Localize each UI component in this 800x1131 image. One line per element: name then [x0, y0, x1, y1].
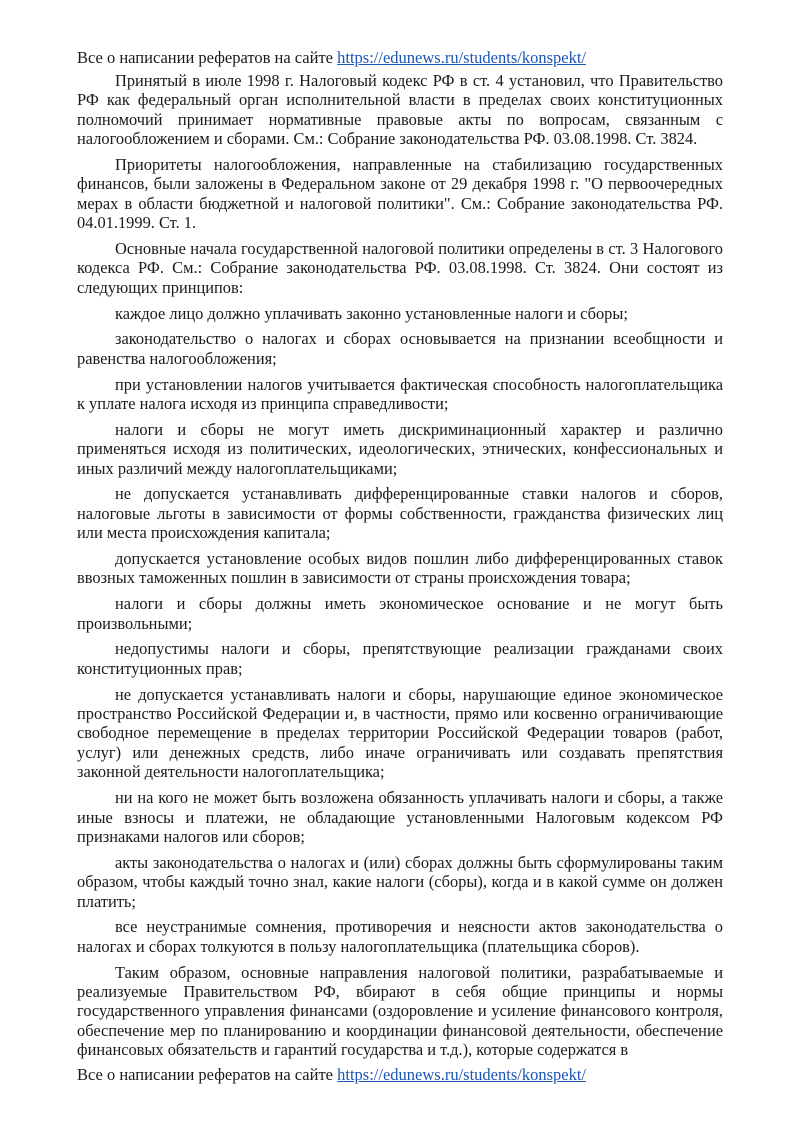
principle-item: допускается установление особых видов пошлин либо дифференцированных ставок ввозных таможенных пошлин в зависимости от страны происхождения товара;: [77, 549, 723, 588]
principle-item: все неустранимые сомнения, противоречия и неясности актов законодательства о налогах и сборах толкуются в пользу налогоплательщика (плательщика сборов).: [77, 917, 723, 956]
document-body: [77, 71, 723, 1060]
paragraph: Приоритеты налогообложения, направленные на стабилизацию государственных финансов, были заложены в Федеральном законе от 29 декабря 1998 г. "О первоочередных мерах в области бюджетной и налоговой политики". См.: Собрание законодательства РФ. 04.01.1999. Ст. 1.: [77, 155, 723, 233]
principle-item: акты законодательства о налогах и (или) сборах должны быть сформулированы таким образом, чтобы каждый точно знал, какие налоги (сборы), когда и в какой сумме он должен платить;: [77, 852, 723, 911]
principle-item: налоги и сборы не могут иметь дискриминационный характер и различно применяться исходя из политических, идеологических, этнических, конфессиональных и иных различий между налогоплательщиками;: [77, 419, 723, 478]
principle-item: при установлении налогов учитывается фактическая способность налогоплательщика к уплате налога исходя из принципа справедливости;: [77, 374, 723, 414]
paragraph: Основные начала государственной налоговой политики определены в ст. 3 Налогового кодекса РФ. См.: Собрание законодательства РФ. 03.08.1998. Ст. 3824. Они состоят из следующих принципов:: [77, 239, 723, 297]
paragraph: Принятый в июле 1998 г. Налоговый кодекс РФ в ст. 4 установил, что Правительство РФ как федеральный орган исполнительной власти в пределах своих конституционных полномочий принимает нормативные правовые акты по вопросам, связанным с налогообложением и сборами. См.: Собрание законодательства РФ. 03.08.1998. Ст. 3824.: [77, 71, 723, 149]
footer-link[interactable]: https://edunews.ru/students/konspekt/: [337, 1065, 586, 1084]
header-prefix: Все о написании рефератов на сайте: [77, 48, 338, 67]
header-link[interactable]: https://edunews.ru/students/konspekt/: [337, 48, 586, 67]
principle-item: не допускается устанавливать налоги и сборы, нарушающие единое экономическое пространство Российской Федерации и, в частности, прямо или косвенно ограничивающие свободное перемещение в пределах территории Российской Федерации товаров (работ, услуг) или денежных средств, либо иначе ограничивать или создавать препятствия законной деятельности налогоплательщика;: [77, 684, 723, 782]
principle-item: налоги и сборы должны иметь экономическое основание и не могут быть произвольными;: [77, 594, 723, 633]
paragraph: Таким образом, основные направления налоговой политики, разрабатываемые и реализуемые Правительством РФ, вбирают в себя общие принципы и нормы государственного управления финансами (оздоровление и усиление финансового контроля, обеспечение мер по планированию и координации финансовой деятельности, обеспечение финансовых обязательств и гарантий государства и т.д.), которые содержатся в: [77, 962, 723, 1060]
principle-item: каждое лицо должно уплачивать законно установленные налоги и сборы;: [115, 303, 628, 323]
footer-prefix: Все о написании рефератов на сайте: [77, 1065, 338, 1084]
page-footer: [77, 1065, 586, 1085]
principle-item: законодательство о налогах и сборах основывается на признании всеобщности и равенства налогообложения;: [77, 329, 723, 368]
principle-item: недопустимы налоги и сборы, препятствующие реализации гражданами своих конституционных прав;: [77, 639, 723, 678]
principle-item: не допускается устанавливать дифференцированные ставки налогов и сборов, налоговые льготы в зависимости от формы собственности, гражданства физических лиц или места происхождения капитала;: [77, 484, 723, 543]
page-header: [77, 48, 586, 68]
principle-item: ни на кого не может быть возложена обязанность уплачивать налоги и сборы, а также иные взносы и платежи, не обладающие установленными Налоговым кодексом РФ признаками налогов или сборов;: [77, 788, 723, 846]
